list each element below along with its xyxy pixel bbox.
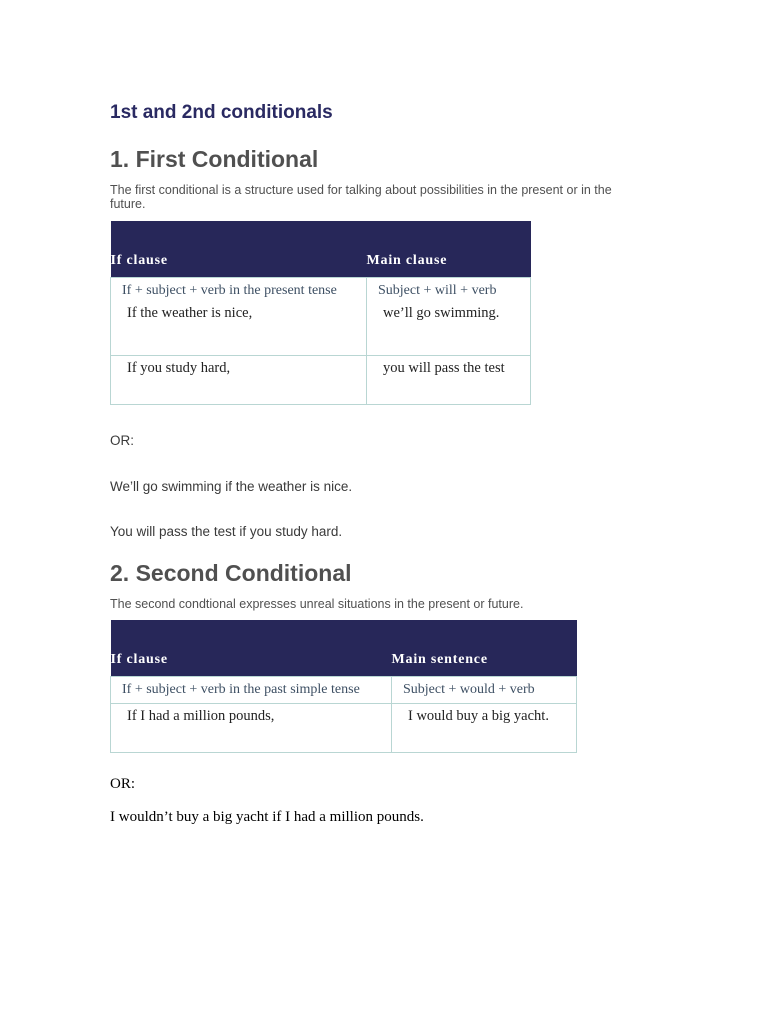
formula-main-clause: Subject + will + verb — [378, 283, 497, 298]
formula-main-sentence: Subject + would + verb — [403, 682, 535, 697]
example-main-sentence: I would buy a big yacht. — [408, 708, 549, 724]
table-cell — [367, 278, 531, 356]
table-cell — [367, 356, 531, 405]
second-conditional-heading: 2. Second Conditional — [110, 560, 352, 586]
table-header-row — [111, 253, 531, 278]
table-cell — [111, 278, 367, 356]
second-conditional-table — [110, 620, 577, 753]
table-cell — [111, 704, 392, 753]
second-conditional-intro: The second condtional expresses unreal situations in the present or future. — [110, 597, 524, 611]
first-conditional-heading: 1. First Conditional — [110, 146, 319, 172]
header-main-clause: Main clause — [367, 253, 531, 278]
example-if-clause: If you study hard, — [127, 360, 231, 376]
table-cell — [392, 704, 577, 753]
table-row — [111, 677, 577, 704]
table-header-row — [111, 652, 577, 677]
table-row — [111, 704, 577, 753]
alternative-sentence: You will pass the test if you study hard. — [110, 524, 343, 539]
header-if-clause: If clause — [111, 652, 392, 677]
first-conditional-table — [110, 221, 531, 405]
formula-if-clause: If + subject + verb in the past simple tense — [122, 682, 360, 697]
example-if-clause: If the weather is nice, — [127, 305, 253, 321]
table-header-band — [111, 221, 531, 253]
table-cell — [111, 677, 392, 704]
example-main-clause: you will pass the test — [383, 360, 505, 376]
header-main-sentence: Main sentence — [392, 652, 577, 677]
example-if-clause: If I had a million pounds, — [127, 708, 275, 724]
or-label: OR: — [110, 433, 135, 448]
formula-if-clause: If + subject + verb in the present tense — [122, 283, 337, 298]
table-header-band — [111, 620, 577, 652]
table-row — [111, 278, 531, 356]
header-if-clause: If clause — [111, 253, 367, 278]
first-conditional-intro: The first conditional is a structure used for talking about possibilities in the present or in the future. — [110, 183, 612, 211]
example-main-clause: we’ll go swimming. — [383, 305, 500, 321]
table-row — [111, 356, 531, 405]
table-cell — [392, 677, 577, 704]
table-cell — [111, 356, 367, 405]
alternative-sentence: We’ll go swimming if the weather is nice. — [110, 479, 353, 494]
alternative-sentence: I wouldn’t buy a big yacht if I had a million pounds. — [110, 809, 424, 825]
or-label: OR: — [110, 776, 136, 792]
document-title: 1st and 2nd conditionals — [110, 102, 333, 123]
